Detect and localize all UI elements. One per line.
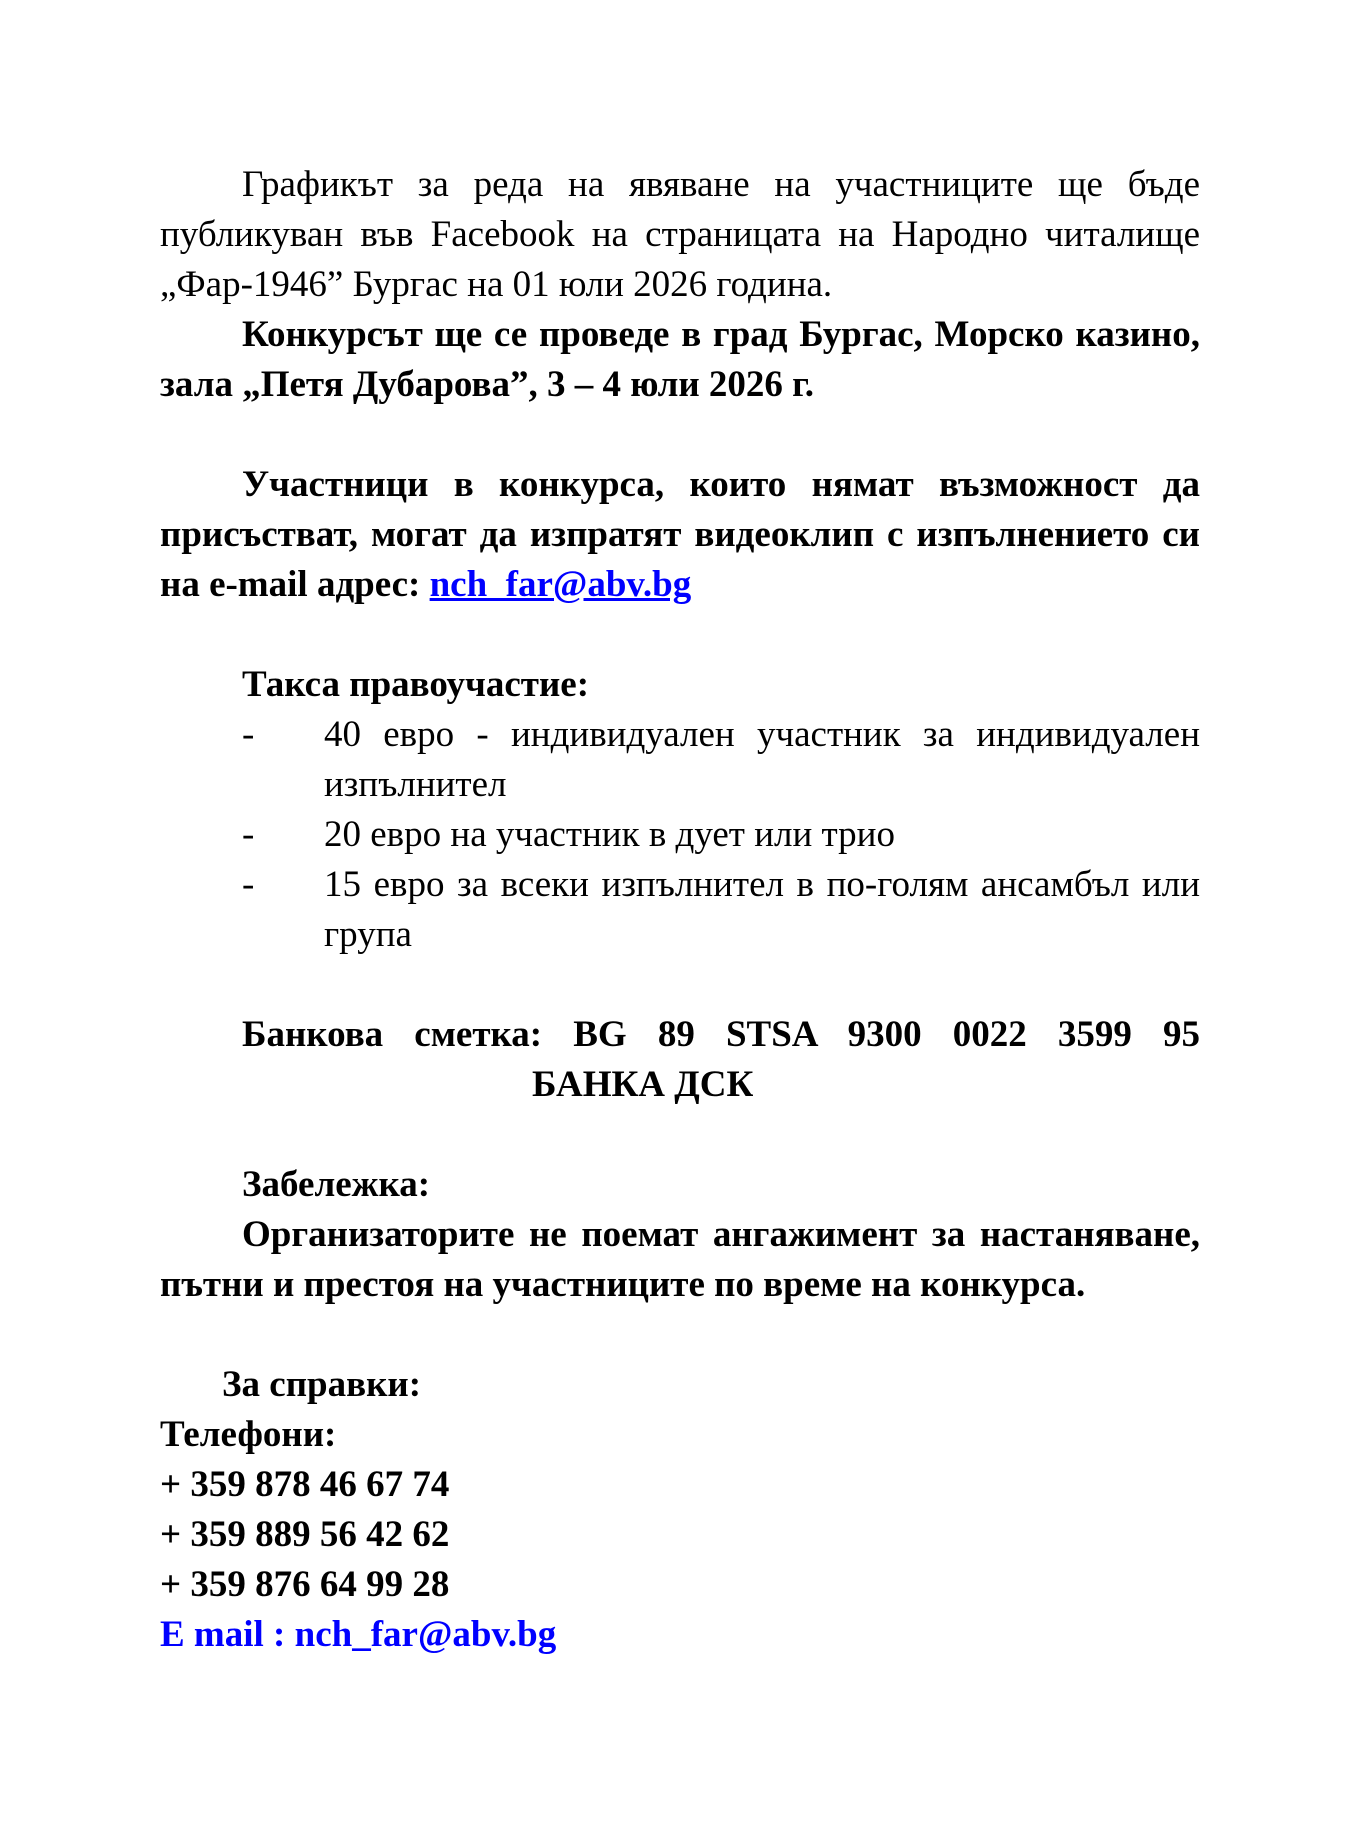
spacer — [160, 410, 1200, 460]
remote-participation-text: Участници в конкурса, които нямат възможност да присъстват, могат да изпратят видеоклип с изпълнението си на e-mail адрес: — [160, 464, 1200, 605]
fee-item — [242, 860, 1200, 960]
spacer — [160, 610, 1200, 660]
fee-item — [242, 810, 1200, 860]
fee-item — [242, 710, 1200, 810]
note-text: Организаторите не поемат ангажимент за настаняване, пътни и престоя на участниците по време на конкурса. — [160, 1214, 1200, 1305]
spacer — [160, 1310, 1200, 1360]
fees-heading: Такса правоучастие: — [242, 664, 590, 705]
fee-text: 40 евро - индивидуален участник за индивидуален изпълнител — [324, 714, 1200, 805]
contacts-heading: За справки: — [222, 1364, 422, 1405]
bank-name: БАНКА ДСК — [532, 1064, 754, 1105]
document-page — [160, 160, 1200, 1660]
contact-email[interactable]: E mail : nch_far@abv.bg — [160, 1614, 557, 1655]
schedule-paragraph: Графикът за реда на явяване на участниците ще бъде публикуван във Facebook на страницата на Народно читалище „Фар-1946” Бургас на 01 юли 2026 година. — [160, 164, 1200, 305]
remote-participation-paragraph — [160, 460, 1200, 610]
phones-label: Телефони: — [160, 1414, 337, 1455]
fees-section — [242, 660, 1200, 960]
spacer — [160, 960, 1200, 1010]
fee-dash: - — [242, 814, 255, 855]
venue-paragraph: Конкурсът ще се проведе в град Бургас, Морско казино, зала „Петя Дубарова”, 3 – 4 юли 2026 г. — [160, 314, 1200, 405]
fee-text: 15 евро за всеки изпълнител в по-голям ансамбъл или група — [324, 864, 1200, 955]
fee-text: 20 евро на участник в дует или трио — [324, 814, 895, 855]
note-heading: Забележка: — [242, 1164, 431, 1205]
phone-number: + 359 876 64 99 28 — [160, 1564, 450, 1605]
spacer — [160, 1110, 1200, 1160]
phone-number: + 359 878 46 67 74 — [160, 1464, 450, 1505]
email-link[interactable]: nch_far@abv.bg — [429, 564, 692, 605]
fee-dash: - — [242, 714, 255, 755]
phone-number: + 359 889 56 42 62 — [160, 1514, 450, 1555]
bank-account-line: Банкова сметка: BG 89 STSA 9300 0022 3599 95 — [242, 1014, 1200, 1055]
fee-dash: - — [242, 864, 255, 905]
